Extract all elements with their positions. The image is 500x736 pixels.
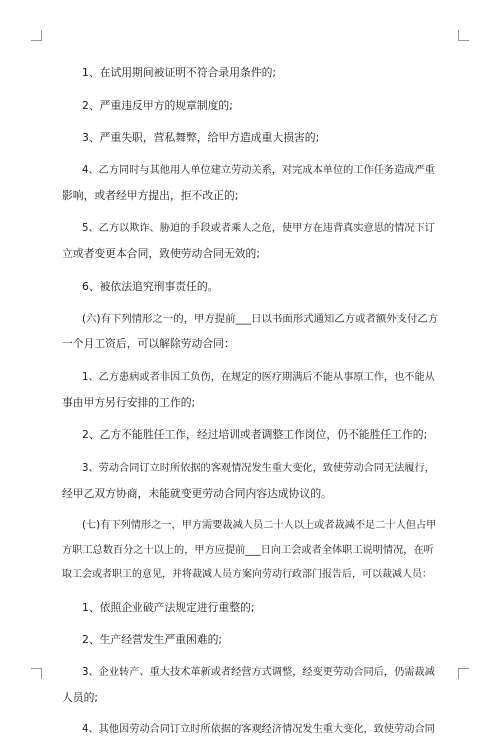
text-line: 影响，或者经甲方提出，拒不改正的; [62,189,239,202]
corner-mark-top-right [458,30,469,41]
text-line: 6、被依法追究刑事责任的。 [82,280,219,293]
text-line: 5、乙方以欺诈、胁迫的手段或者乘人之危，使甲方在违背真实意思的情况下订 [82,223,435,234]
text-line: 4、其他因劳动合同订立时所依据的客观经济情况发生重大变化，致使劳动合同 [82,724,435,735]
text-line: 1、依照企业破产法规定进行重整的; [82,601,255,614]
text-line: 取工会或者职工的意见，并将裁减人员方案向劳动行政部门报告后，可以裁减人员： [62,569,432,580]
text-line: 立或者变更本合同，致使劳动合同无效的; [62,247,260,260]
text-line: 1、在试用期间被证明不符合录用条件的; [82,66,277,79]
text-line: (六)有下列情形之一的，甲方提前___日以书面形式通知乙方或者额外支付乙方 [82,313,439,325]
text-line: 3、企业转产、重大技术革新或者经营方式调整，经变更劳动合同后，仍需裁减 [82,667,435,678]
text-line: 2、乙方不能胜任工作，经过培训或者调整工作岗位，仍不能胜任工作的; [82,428,428,441]
text-line: 3、劳动合同订立时所依据的客观情况发生重大变化，致使劳动合同无法履行， [82,463,435,474]
text-line: 2、生产经营发生严重困难的; [82,633,223,646]
corner-mark-top-left [31,30,42,41]
text-line: 经甲乙双方协商，未能就变更劳动合同内容达成协议的。 [62,487,332,500]
text-line: 事由甲方另行安排的工作的; [62,396,196,409]
text-line: 4、乙方同时与其他用人单位建立劳动关系，对完成本单位的工作任务造成严重 [82,165,435,176]
text-line: 3、严重失职，营私舞弊，给甲方造成重大损害的; [82,131,320,144]
text-line: 一个月工资后，可以解除劳动合同： [62,337,235,350]
text-line: 人员的; [62,691,99,704]
text-line: (七)有下列情形之一，甲方需要裁减人员二十人以上或者裁减不足二十人但占甲 [82,520,437,531]
corner-mark-bottom-left [31,668,42,679]
corner-mark-bottom-right [458,668,469,679]
text-line: 2、严重违反甲方的规章制度的; [82,99,233,112]
text-line: 1、乙方患病或者非因工负伤，在规定的医疗期满后不能从事原工作，也不能从 [82,372,435,383]
text-line: 方职工总数百分之十以上的，甲方应提前___日向工会或者全体职工说明情况，在听 [62,545,434,556]
